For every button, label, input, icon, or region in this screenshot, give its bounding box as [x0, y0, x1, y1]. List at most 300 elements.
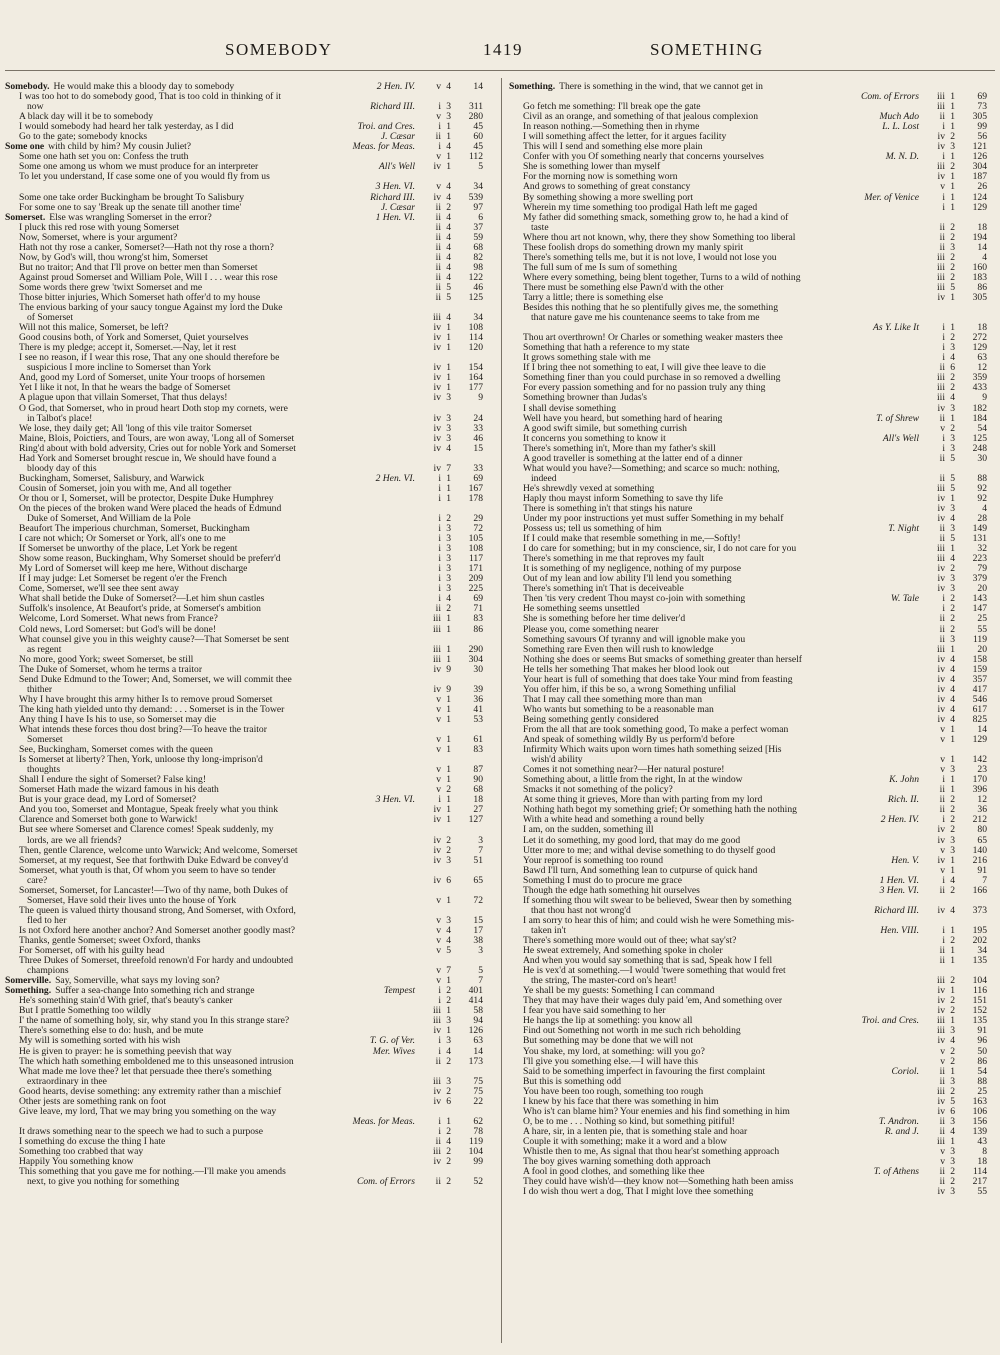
act-number: i: [438, 1126, 441, 1137]
act-number: iv: [433, 383, 441, 394]
concordance-line: [509, 765, 995, 775]
scene-number: 3: [446, 1036, 451, 1047]
quotation-text: [509, 695, 702, 705]
act-number: ii: [435, 1177, 441, 1188]
play-reference: Troi. and Cres.: [357, 122, 415, 133]
act-number: iv: [433, 664, 441, 675]
column-divider: [501, 78, 502, 1343]
quotation-text: [5, 353, 279, 363]
line-number: 170: [972, 775, 987, 786]
concordance-line: [5, 936, 491, 946]
play-reference: 2 Hen. IV.: [880, 815, 919, 826]
quotation-text: [509, 504, 692, 514]
quotation-text: [509, 484, 654, 494]
act-number: i: [438, 795, 441, 806]
scene-number: 1: [950, 493, 955, 504]
scene-number: 3: [446, 564, 451, 575]
line-number: 20: [977, 644, 987, 655]
act-number: iv: [433, 443, 441, 454]
scene-number: 3: [950, 242, 955, 253]
quotation-text: [5, 635, 289, 645]
quotation: Suffolk's insolence, At Beaufort's pride, at Somerset's ambition: [19, 604, 261, 615]
concordance-line: [509, 1006, 995, 1016]
concordance-line: [509, 102, 995, 112]
quotation-text: [509, 1006, 666, 1016]
line-number: 27: [473, 805, 483, 816]
scene-number: 4: [446, 925, 451, 936]
line-number: 61: [473, 735, 483, 746]
line-number: 96: [977, 1036, 987, 1047]
quotation: Find out Something not worth in me such rich beholding: [523, 1026, 741, 1037]
concordance-line: [509, 1016, 995, 1026]
quotation-text: [509, 243, 743, 253]
line-number: 52: [473, 1177, 483, 1188]
concordance-line: [509, 685, 995, 695]
act-number: iv: [937, 654, 945, 665]
quotation-text: [509, 414, 722, 424]
scene-number: 2: [950, 162, 955, 173]
quotation-text: [5, 534, 226, 544]
quotation-text: [5, 1107, 276, 1117]
act-number: v: [436, 925, 441, 936]
quotation: Then, gentle Clarence, welcome unto Warwick; And welcome, Somerset: [19, 845, 298, 856]
concordance-line: [5, 695, 491, 705]
quotation: that thou hast not wrong'd: [531, 905, 631, 916]
scene-number: 4: [446, 262, 451, 273]
quotation-text: [509, 846, 775, 856]
concordance-line: [509, 584, 995, 594]
line-number: 94: [473, 1016, 483, 1027]
quotation: Good cousins both, of York and Somerset, Quiet yourselves: [19, 333, 249, 344]
quotation-text: [509, 203, 757, 213]
quotation-text: [5, 785, 219, 795]
concordance-line: [509, 614, 995, 624]
line-number: 99: [977, 122, 987, 133]
quotation-text: [509, 715, 659, 725]
quotation-text: [509, 775, 743, 785]
line-number: 129: [972, 202, 987, 213]
act-number: i: [942, 122, 945, 133]
concordance-line: [5, 363, 491, 373]
quotation: Something about, a little from the right, In at the window: [523, 775, 743, 786]
concordance-line: [509, 755, 995, 765]
concordance-line: [509, 836, 995, 846]
quotation-text: [5, 1147, 143, 1157]
act-number: i: [438, 574, 441, 585]
scene-number: 2: [446, 604, 451, 615]
scene-number: 9: [446, 664, 451, 675]
quotation: Yet I like it not, In that he wears the badge of Somerset: [19, 383, 231, 394]
quotation-text: [5, 765, 60, 775]
quotation-text: [5, 956, 293, 966]
concordance-line: [509, 604, 995, 614]
line-number: 7: [478, 976, 483, 987]
act-number: v: [940, 765, 945, 776]
concordance-line: [5, 725, 491, 735]
act-number: v: [436, 112, 441, 123]
quotation-text: [509, 102, 701, 112]
act-number: iv: [433, 433, 441, 444]
line-number: 34: [473, 313, 483, 324]
scene-number: 1: [446, 493, 451, 504]
concordance-line: [509, 594, 995, 604]
line-number: 14: [473, 82, 483, 92]
concordance-line: [509, 293, 995, 303]
quotation: To let you understand, If case some one of you would fly from us: [19, 172, 270, 183]
quotation-text: [5, 484, 231, 494]
quotation-text: [5, 283, 202, 293]
quotation: That I may call thee something more than man: [523, 694, 703, 705]
concordance-line: [509, 484, 995, 494]
line-number: 24: [473, 413, 483, 424]
scene-number: 3: [950, 634, 955, 645]
quotation-text: [5, 213, 212, 223]
scene-number: 4: [446, 182, 451, 193]
line-number: 73: [977, 102, 987, 113]
quotation: The envious barking of your saucy tongue Against my lord the Duke: [19, 303, 283, 314]
concordance-line: [509, 625, 995, 635]
concordance-line: [509, 303, 995, 313]
quotation: He is vex'd at something.—I would 'twere something that would fret: [523, 966, 786, 977]
line-number: 91: [977, 1026, 987, 1037]
act-number: ii: [435, 262, 441, 273]
quotation-text: [509, 805, 797, 815]
scene-number: 1: [950, 92, 955, 103]
act-number: ii: [939, 1167, 945, 1178]
scene-number: 2: [950, 1167, 955, 1178]
scene-number: 1: [950, 644, 955, 655]
quotation: thoughts: [27, 765, 61, 776]
line-number: 116: [972, 986, 987, 997]
quotation: I would somebody had heard her talk yesterday, as I did: [19, 122, 234, 133]
quotation-text: [5, 705, 284, 715]
scene-number: 3: [446, 433, 451, 444]
line-number: 5: [478, 162, 483, 173]
line-number: 55: [977, 1187, 987, 1198]
quotation: From the all that are took something good, To make a perfect woman: [523, 725, 789, 735]
quotation-text: [509, 514, 783, 524]
act-number: iv: [937, 514, 945, 525]
concordance-line: [5, 1097, 491, 1107]
quotation: that nature gave me his countenance seems to take from me: [531, 313, 760, 324]
act-number: ii: [939, 614, 945, 625]
scene-number: 4: [950, 674, 955, 685]
concordance-line: [5, 343, 491, 353]
line-number: 69: [473, 594, 483, 605]
line-number: 39: [473, 684, 483, 695]
quotation-text: [509, 233, 795, 243]
quotation: There must be something else Pawn'd with the other: [523, 282, 724, 293]
line-number: 414: [468, 996, 483, 1007]
quotation: The which hath something emboldened me to this unseasoned intrusion: [19, 1056, 294, 1067]
line-number: 7: [982, 875, 987, 886]
line-number: 108: [468, 323, 483, 334]
concordance-line: [509, 675, 995, 685]
act-number: ii: [939, 524, 945, 535]
line-number: 36: [473, 694, 483, 705]
quotation-text: [5, 1036, 180, 1046]
concordance-line: [5, 474, 491, 484]
concordance-line: [5, 785, 491, 795]
quotation-text: [509, 464, 780, 474]
concordance-line: [5, 956, 491, 966]
scene-number: 1: [446, 895, 451, 906]
line-number: 20: [977, 584, 987, 595]
quotation: Now, Somerset, where is your argument?: [19, 232, 178, 243]
scene-number: 2: [950, 1177, 955, 1188]
line-number: 99: [473, 1157, 483, 1168]
scene-number: 9: [446, 684, 451, 695]
line-number: 14: [977, 242, 987, 253]
act-number: v: [436, 735, 441, 746]
scene-number: 4: [446, 1136, 451, 1147]
quotation-text: [5, 112, 153, 122]
concordance-line: [5, 836, 491, 846]
act-number: v: [940, 1056, 945, 1067]
concordance-line: [509, 1137, 995, 1147]
concordance-line: [509, 172, 995, 182]
line-number: 63: [473, 1036, 483, 1047]
line-number: 129: [972, 735, 987, 746]
play-reference: Hen. V.: [891, 855, 919, 866]
line-number: 104: [468, 1146, 483, 1157]
line-number: 112: [468, 152, 483, 163]
act-number: ii: [939, 363, 945, 374]
concordance-line: [5, 745, 491, 755]
quotation: A good swift simile, but something currish: [523, 423, 687, 434]
quotation: It concerns you something to know it: [523, 433, 666, 444]
scene-number: 1: [950, 544, 955, 555]
play-reference: J. Cæsar: [380, 202, 415, 213]
quotation: Beaufort The imperious churchman, Somerset, Buckingham: [19, 524, 250, 535]
scene-number: 1: [950, 323, 955, 334]
quotation-text: [509, 283, 724, 293]
scene-number: 1: [446, 624, 451, 635]
act-number: iii: [937, 282, 945, 293]
concordance-line: [5, 574, 491, 584]
quotation-text: [5, 404, 288, 414]
line-number: 30: [473, 664, 483, 675]
act-number: ii: [939, 1066, 945, 1077]
concordance-line: [5, 705, 491, 715]
quotation: Say, Somerville, what says my loving son?: [55, 976, 220, 987]
concordance-line: [509, 574, 995, 584]
concordance-line: [5, 946, 491, 956]
quotation: What shall betide the Duke of Somerset?—Let him shun castles: [19, 594, 265, 605]
act-number: ii: [939, 624, 945, 635]
quotation: Wherein my time something too prodigal Hath left me gaged: [523, 202, 758, 213]
quotation-text: [5, 383, 230, 393]
line-number: 216: [972, 855, 987, 866]
quotation-text: [509, 122, 699, 132]
scene-number: 4: [446, 252, 451, 263]
scene-number: 1: [446, 795, 451, 806]
concordance-line: [509, 363, 995, 373]
concordance-line: [509, 193, 995, 203]
quotation: This something that you gave me for nothing.—I'll make you amends: [19, 1167, 286, 1178]
quotation: Some one among us whom we must produce for an interpreter: [19, 162, 259, 173]
concordance-line: [509, 936, 995, 946]
act-number: i: [438, 584, 441, 595]
play-reference: Meas. for Meas.: [352, 142, 415, 153]
act-number: i: [942, 323, 945, 334]
quotation-text: [5, 313, 73, 323]
concordance-line: [5, 112, 491, 122]
quotation: With a white head and something a round belly: [523, 815, 705, 826]
quotation-text: [509, 916, 794, 926]
concordance-line: [509, 323, 995, 333]
line-number: 183: [972, 272, 987, 283]
quotation: And grows to something of great constancy: [523, 182, 691, 193]
line-number: 3: [478, 946, 483, 957]
quotation: The king hath yielded unto thy demand: . . . Somerset is in the Tower: [19, 704, 285, 715]
act-number: iii: [433, 624, 441, 635]
quotation-text: [5, 393, 227, 403]
quotation: suspicious I more incline to Somerset than York: [27, 363, 211, 374]
line-number: 78: [473, 1126, 483, 1137]
line-number: 15: [473, 443, 483, 454]
act-number: v: [940, 423, 945, 434]
scene-number: 1: [446, 735, 451, 746]
act-number: iv: [433, 333, 441, 344]
act-number: i: [942, 935, 945, 946]
scene-number: 1: [950, 413, 955, 424]
play-reference: K. John: [889, 775, 919, 786]
concordance-line: [509, 1147, 995, 1157]
quotation: But something may be done that we will not: [523, 1036, 693, 1047]
scene-number: 6: [446, 1096, 451, 1107]
act-number: ii: [435, 272, 441, 283]
scene-number: 3: [950, 1146, 955, 1157]
scene-number: 4: [950, 664, 955, 675]
quotation-text: [5, 504, 281, 514]
scene-number: 2: [446, 845, 451, 856]
scene-number: 4: [950, 1126, 955, 1137]
scene-number: 1: [446, 162, 451, 173]
concordance-line: [509, 856, 995, 866]
line-number: 147: [972, 604, 987, 615]
act-number: i: [438, 1036, 441, 1047]
line-number: 140: [972, 845, 987, 856]
play-reference: As Y. Like It: [872, 323, 919, 334]
concordance-line: [5, 825, 491, 835]
line-number: 225: [468, 584, 483, 595]
scene-number: 2: [446, 835, 451, 846]
line-number: 106: [972, 1106, 987, 1117]
line-number: 152: [972, 1006, 987, 1017]
quotation-text: [509, 976, 677, 986]
concordance-line: [5, 1006, 491, 1016]
line-number: 80: [977, 825, 987, 836]
headword: Something.: [509, 82, 556, 92]
line-number: 194: [972, 232, 987, 243]
play-reference: T. Andron.: [878, 1116, 919, 1127]
scene-number: 1: [950, 182, 955, 193]
scene-number: 3: [446, 554, 451, 565]
line-number: 53: [473, 714, 483, 725]
quotation-text: [509, 675, 793, 685]
quotation: Something too crabbed that way: [19, 1146, 144, 1157]
act-number: iv: [937, 584, 945, 595]
concordance-line: [509, 554, 995, 564]
concordance-line: [5, 805, 491, 815]
concordance-line: [509, 1187, 995, 1197]
quotation-text: [509, 1187, 753, 1197]
play-reference: 3 Hen. VI.: [375, 182, 415, 193]
act-number: i: [942, 594, 945, 605]
scene-number: 3: [950, 1026, 955, 1037]
concordance-line: [5, 1026, 491, 1036]
quotation-text: [5, 273, 278, 283]
quotation-text: [509, 876, 682, 886]
act-number: iii: [433, 313, 441, 324]
quotation: My will is something sorted with his wish: [19, 1036, 181, 1047]
act-number: iv: [937, 403, 945, 414]
line-number: 86: [977, 1056, 987, 1067]
line-number: 68: [473, 785, 483, 796]
quotation-text: [5, 474, 204, 484]
scene-number: 1: [950, 192, 955, 203]
act-number: iv: [937, 835, 945, 846]
quotation: Your heart is full of something that does take Your mind from feasting: [523, 674, 793, 685]
act-number: iv: [937, 1036, 945, 1047]
act-number: iii: [937, 92, 945, 103]
quotation: Duke of Somerset, And William de la Pole: [27, 514, 191, 525]
concordance-line: [509, 1107, 995, 1117]
concordance-line: [509, 1157, 995, 1167]
quotation: Where thou art not known, why, there they show Something too liberal: [523, 232, 796, 243]
act-number: iv: [937, 664, 945, 675]
quotation: Possess us; tell us something of him: [523, 524, 662, 535]
concordance-line: [5, 614, 491, 624]
concordance-line: [5, 765, 491, 775]
line-number: 65: [473, 875, 483, 886]
act-number: i: [438, 473, 441, 484]
act-number: iv: [937, 574, 945, 585]
quotation-text: [5, 856, 288, 866]
headword: Somebody.: [5, 82, 50, 92]
line-number: 36: [977, 805, 987, 816]
quotation: now: [27, 102, 44, 113]
quotation-text: [5, 896, 236, 906]
quotation: Some one take order Buckingham be brought To Salisbury: [19, 192, 245, 203]
quotation-text: [5, 916, 66, 926]
act-number: i: [438, 594, 441, 605]
scene-number: 5: [950, 282, 955, 293]
act-number: ii: [435, 252, 441, 263]
act-number: ii: [939, 473, 945, 484]
act-number: iv: [433, 1157, 441, 1168]
act-number: ii: [939, 112, 945, 123]
scene-number: 1: [446, 976, 451, 987]
concordance-line: [5, 243, 491, 253]
quotation-text: [509, 404, 616, 414]
quotation: The full sum of me Is sum of something: [523, 262, 678, 273]
act-number: iv: [433, 373, 441, 384]
concordance-line: [5, 142, 491, 152]
scene-number: 6: [446, 875, 451, 886]
quotation-text: [5, 1016, 289, 1026]
quotation-text: [509, 735, 735, 745]
concordance-line: [5, 795, 491, 805]
page-number: 1419: [483, 40, 523, 59]
scene-number: 1: [950, 925, 955, 936]
line-number: 98: [473, 262, 483, 273]
quotation-text: [5, 1087, 281, 1097]
quotation-text: [5, 655, 193, 665]
line-number: 82: [473, 252, 483, 263]
quotation: He sweat extremely, And something spoke in choler: [523, 946, 723, 957]
